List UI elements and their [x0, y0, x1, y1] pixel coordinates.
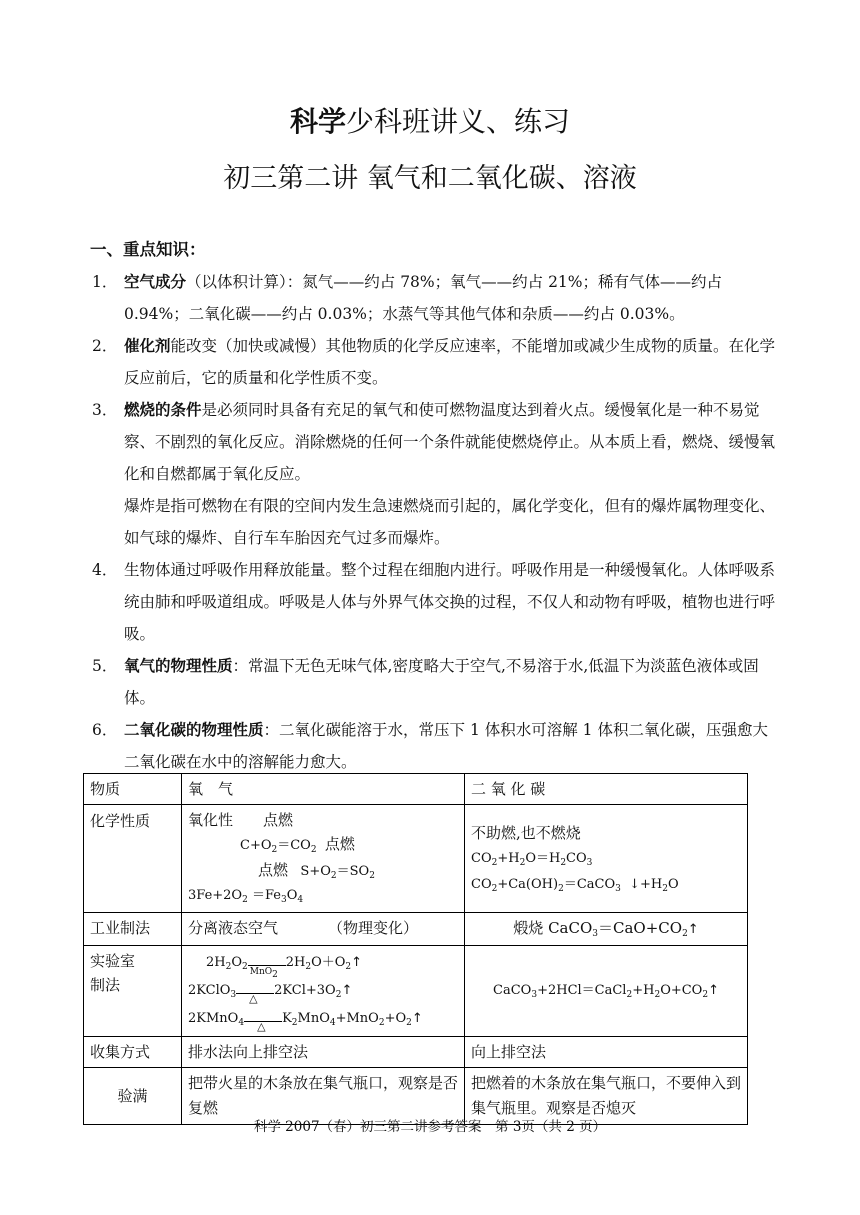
table-row: [84, 1037, 748, 1068]
item-text: ：常温下无色无味气体,密度略大于空气,不易溶于水,低温下为淡蓝色液体或固体。: [124, 657, 759, 707]
table-row: [84, 805, 748, 913]
item-number: 2．: [92, 337, 118, 355]
page-footer: 科学 2007（春）初三第二讲参考答案 第 3页（共 2 页）: [253, 1119, 607, 1135]
item-number: 3．: [92, 401, 118, 419]
list-item: [92, 266, 780, 330]
o2-oxidation: 氧化性 点燃: [188, 811, 294, 829]
o2-eq-carbon: $C+O_2=CO_2$ 点燃: [240, 835, 355, 855]
table-row: [84, 913, 748, 946]
list-item: [92, 650, 780, 714]
header-cell: 二 氧 化 碳: [465, 774, 748, 805]
o2-lab-eq3: 2KMnO$_4$ △ $K_2MnO_4+MnO_2+O_2↑$: [188, 1005, 458, 1033]
title-rest: 少科班讲义、练习: [346, 105, 571, 138]
item-number: 1．: [92, 273, 118, 291]
table-header-row: [84, 774, 748, 805]
o2-eq-sulfur: 点燃 $S+O_2=SO_2$: [258, 861, 375, 881]
o2-full-cell: 把带火星的木条放在集气瓶口，观察是否复燃: [182, 1068, 465, 1125]
item-text: 生物体通过呼吸作用释放能量。整个过程在细胞内进行。呼吸作用是一种缓慢氧化。人体呼吸系统由肺和呼吸道组成。呼吸是人体与外界气体交换的过程，不仅人和动物有呼吸，植物也进行呼吸。: [124, 561, 776, 643]
comparison-table: [83, 773, 748, 1125]
row-label: 验满: [84, 1068, 182, 1125]
page-subtitle: 初三第二讲 氧气和二氧化碳、溶液: [223, 163, 637, 194]
co2-collect-cell: 向上排空法: [465, 1037, 748, 1068]
list-item: [92, 714, 780, 778]
table-row: [84, 946, 748, 1037]
item-text: 能改变（加快或减慢）其他物质的化学反应速率，不能增加或减少生成物的质量。在化学反应前后，它的质量和化学性质不变。: [124, 337, 776, 387]
section-heading: 一、重点知识：: [90, 240, 206, 259]
co2-no-combustion: 不助燃,也不燃烧: [471, 823, 581, 842]
o2-lab-eq1: $2H_2O_2$ MnO$_2$ $2H_2O+O_2↑$: [188, 949, 458, 977]
header-cell: 物质: [84, 774, 182, 805]
list-item: [92, 554, 780, 650]
list-item: [92, 330, 780, 394]
row-label: [84, 805, 182, 913]
title-bold: 科学: [289, 105, 346, 138]
o2-lab-eq2: 2KClO$_3$ △ $2KCl+3O_2↑$: [188, 977, 458, 1005]
o2-eq-iron: $3Fe+2O_2 =Fe_3O_4$: [188, 888, 304, 905]
o2-industry-cell: 分离液态空气 （物理变化）: [182, 913, 465, 946]
item-text: 是必须同时具备有充足的氧气和使可燃物温度达到着火点。缓慢氧化是一种不易觉察、不剧烈的氧化反应。消除燃烧的任何一个条件就能使燃烧停止。从本质上看，燃烧、缓慢氧化和自燃都属于氧化反应。: [124, 401, 776, 483]
o2-collect-cell: 排水法向上排空法: [182, 1037, 465, 1068]
row-label: 收集方式: [84, 1037, 182, 1068]
item-keyword: 二氧化碳的物理性质: [124, 721, 264, 739]
item-number: 5．: [92, 657, 118, 675]
row-label: 实验室制法: [84, 946, 182, 1037]
co2-lab-cell: $CaCO_3+2HCl=CaCl_2+H_2O+CO_2↑$: [465, 946, 748, 1037]
item-number: 4．: [92, 561, 118, 579]
co2-full-cell: 把燃着的木条放在集气瓶口，不要伸入到集气瓶里。观察是否熄灭: [465, 1068, 748, 1125]
list-item: [92, 394, 780, 554]
co2-industry-cell: 煅烧 $CaCO_3=CaO+CO_2↑$: [465, 913, 748, 946]
o2-lab-cell: [182, 946, 465, 1037]
o2-chem-cell: [182, 805, 465, 913]
knowledge-list: [92, 266, 780, 778]
item-keyword: 催化剂: [124, 337, 171, 355]
item-keyword: 燃烧的条件: [124, 401, 202, 419]
item-text: （以体积计算）：氮气——约占 78%；氧气——约占 21%；稀有气体——约占 0.94%；二氧化碳——约占 0.03%；水蒸气等其他气体和杂质——约占 0.03%。: [124, 273, 723, 323]
item-keyword: 氧气的物理性质: [124, 657, 233, 675]
page-title: [0, 100, 860, 140]
item-extra-text: 爆炸是指可燃物在有限的空间内发生急速燃烧而引起的，属化学变化，但有的爆炸属物理变化、如气球的爆炸、自行车车胎因充气过多而爆炸。: [124, 497, 776, 547]
chem-label: 化学性质: [90, 812, 151, 830]
co2-chem-cell: [465, 805, 748, 913]
header-cell: 氧 气: [182, 774, 465, 805]
co2-eq-water: $CO_2+H_2O=H_2CO_3$: [471, 850, 593, 868]
row-label: 工业制法: [84, 913, 182, 946]
co2-eq-limewater: $CO_2+Ca(OH)_2=CaCO_3$ $↓+H_2O$: [471, 876, 679, 894]
item-keyword: 空气成分: [124, 273, 187, 291]
item-text: ：二氧化碳能溶于水，常压下 1 体积水可溶解 1 体积二氧化碳，压强愈大二氧化碳在水中的溶解能力愈大。: [124, 721, 768, 771]
item-number: 6．: [92, 721, 118, 739]
